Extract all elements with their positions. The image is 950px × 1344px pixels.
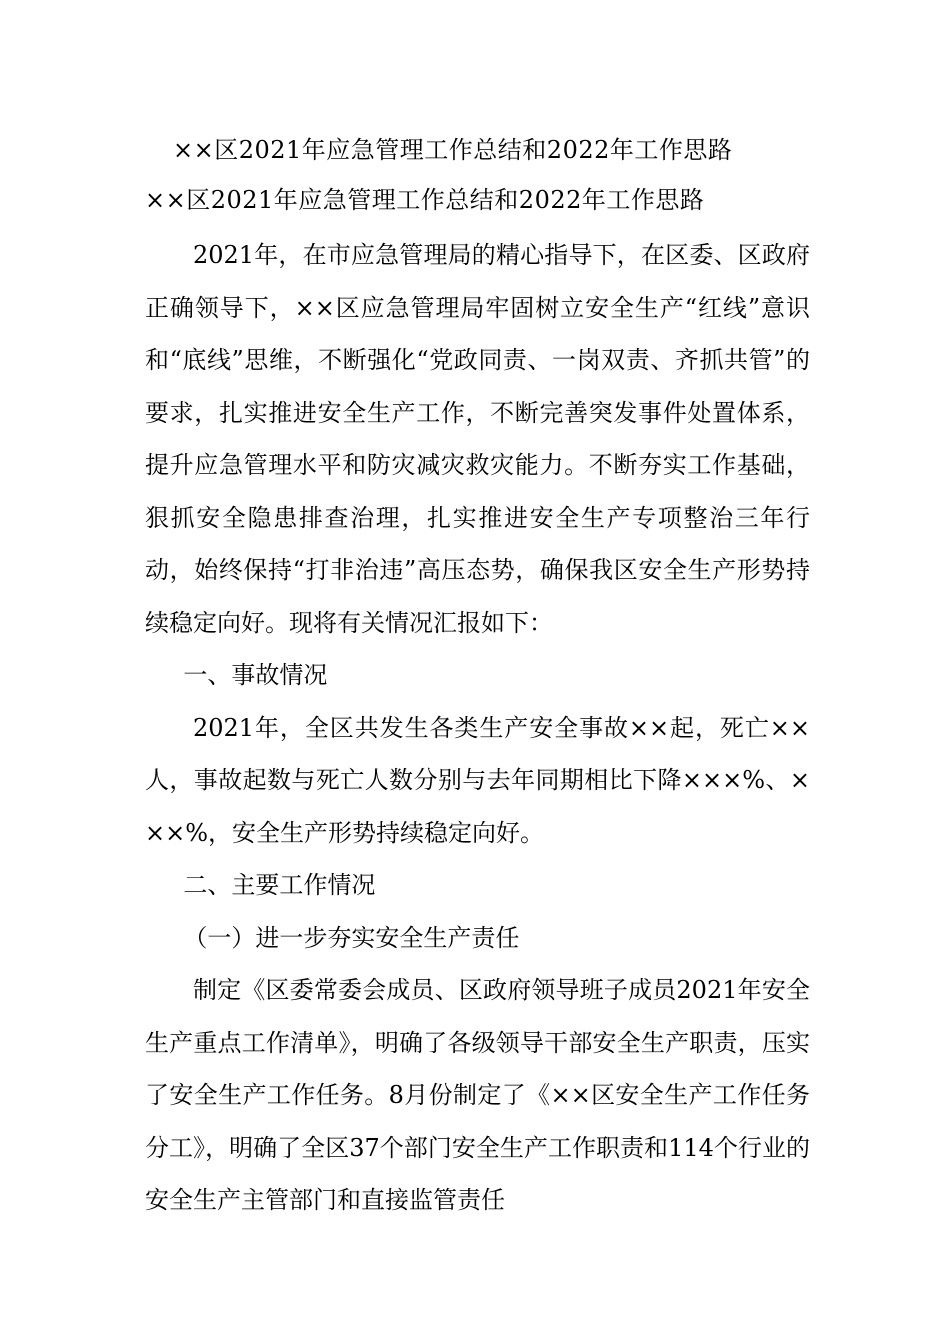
document-subtitle: ××区2021年应急管理工作总结和2022年工作思路 [145,186,705,214]
section-heading-main-work: 二、主要工作情况 [183,871,376,899]
subsection-heading-responsibility: （一）进一步夯实安全生产责任 [183,923,520,952]
section-heading-accidents: 一、事故情况 [183,661,328,689]
intro-paragraph: 2021年，在市应急管理局的精心指导下，在区委、区政府正确领导下，××区应急管理局牢固树立安全生产“红线”意识和“底线”思维，不断强化“党政同责、一岗双责、齐抓共管”的要求，扎实推进安全生产工作，不断完善突发事件处置体系，提升应急管理水平和防灾减灾救灾能力。不断夯实工作基础，狠抓安全隐患排查治理，扎实推进安全生产专项整治三年行动，始终保持“打非治违”高压态势，确保我区安全生产形势持续稳定向好。现将有关情况汇报如下： [145,241,810,637]
responsibility-paragraph: 制定《区委常委会成员、区政府领导班子成员2021年安全生产重点工作清单》，明确了各级领导干部安全生产职责，压实了安全生产工作任务。8月份制定了《××区安全生产工作任务分工》，明确了全区37个部门安全生产工作职责和114个行业的安全生产主管部门和直接监管责任 [145,976,810,1214]
document-title: ××区2021年应急管理工作总结和2022年工作思路 [173,136,733,164]
document-body [145,229,810,1227]
accidents-paragraph: 2021年，全区共发生各类生产安全事故××起，死亡××人，事故起数与死亡人数分别与去年同期相比下降×××%、×××%，安全生产形势持续稳定向好。 [145,713,810,847]
